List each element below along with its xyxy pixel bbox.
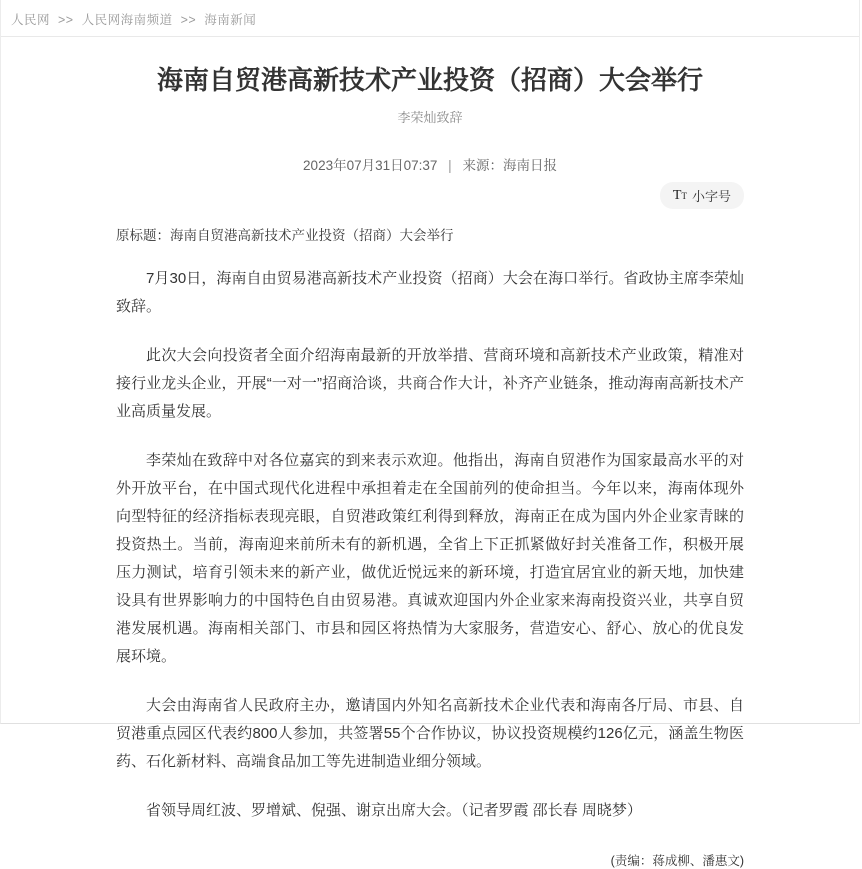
source-link[interactable]: 海南日报 (502, 158, 557, 173)
breadcrumb-separator: >> (58, 13, 74, 27)
original-title (116, 224, 744, 244)
editor-note: (责编：蒋成柳、潘惠文) (610, 854, 744, 868)
breadcrumb (1, 0, 859, 36)
article-paragraph: 此次大会向投资者全面介绍海南最新的开放举措、营商环境和高新技术产业政策，精准对接行业龙头企业，开展“一对一”招商洽谈，共商合作大计，补齐产业链条，推动海南高新技术产业高质量发展。 (116, 347, 744, 420)
source-label: 来源： (462, 158, 503, 173)
article-paragraph: 大会由海南省人民政府主办，邀请国内外知名高新技术企业代表和海南各厅局、市县、自贸港重点园区代表约800人参加，共签署55个合作协议，协议投资规模约126亿元，涵盖生物医药、石化新材料、高端食品加工等先进制造业细分领域。 (116, 697, 744, 770)
breadcrumb-link-hainan-news[interactable]: 海南新闻 (204, 13, 257, 27)
original-title-label: 原标题： (116, 228, 170, 243)
article-title: 海南自贸港高新技术产业投资（招商）大会举行 (156, 65, 703, 95)
article-subtitle: 李荣灿致辞 (397, 110, 463, 125)
article-paragraph: 7月30日，海南自由贸易港高新技术产业投资（招商）大会在海口举行。省政协主席李荣灿致辞。 (116, 270, 744, 315)
meta-separator: | (448, 158, 452, 173)
article (116, 63, 744, 869)
original-title-text: 海南自贸港高新技术产业投资（招商）大会举行 (170, 228, 454, 243)
font-size-icon: TT (672, 188, 687, 203)
breadcrumb-link-peoples-daily[interactable]: 人民网 (11, 13, 51, 27)
breadcrumb-separator: >> (180, 13, 197, 27)
article-paragraph: 李荣灿在致辞中对各位嘉宾的到来表示欢迎。他指出，海南自贸港作为国家最高水平的对外开放平台，在中国式现代化进程中承担着走在全国前列的使命担当。今年以来，海南体现外向型特征的经济指标表现亮眼，自贸港政策红利得到释放，海南正在成为国内外企业家青睐的投资热土。当前，海南迎来前所未有的新机遇，全省上下正抓紧做好封关准备工作，积极开展压力测试，培育引领未来的新产业，做优近悦远来的新环境，打造宜居宜业的新天地，加快建设具有世界影响力的中国特色自由贸易港。真诚欢迎国内外企业家来海南投资兴业，共享自贸港发展机遇。海南相关部门、市县和园区将热情为大家服务，营造安心、舒心、放心的优良发展环境。 (116, 452, 744, 665)
breadcrumb-link-hainan-channel[interactable]: 人民网海南频道 (81, 13, 173, 27)
font-size-label: 小字号 (691, 189, 731, 204)
header-divider (1, 36, 859, 37)
article-paragraph: 省领导周红波、罗增斌、倪强、谢京出席大会。（记者罗霞 邵长春 周晓梦） (146, 802, 642, 819)
article-meta (116, 154, 744, 174)
article-toolbar (116, 182, 744, 206)
publish-date: 2023年07月31日07:37 (303, 158, 438, 173)
font-size-button[interactable] (660, 182, 744, 209)
